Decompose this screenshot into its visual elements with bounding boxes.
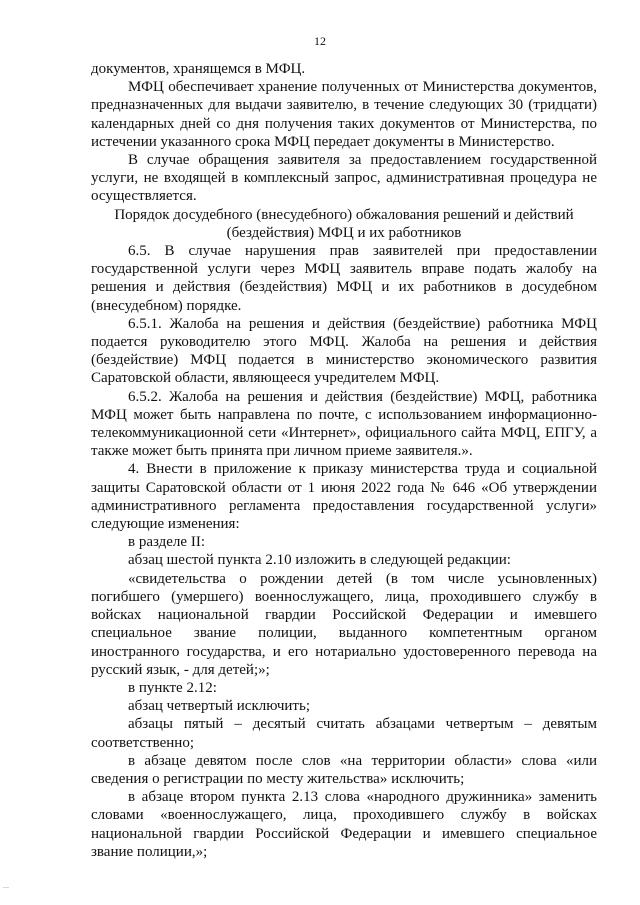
- paragraph-6-5: 6.5. В случае нарушения прав заявителей при предоставлении государственной услуги через МФЦ заявитель вправе подать жалобу на решения и действия (бездействия) МФЦ и их работников в досудебном (внесудебном) порядке.: [91, 243, 597, 314]
- paragraph-section-ii: в разделе II:: [128, 534, 205, 551]
- paragraph-2-10: абзац шестой пункта 2.10 изложить в следующей редакции:: [128, 552, 511, 569]
- paragraph-renumber: абзацы пятый – десятый считать абзацами четвертым – девятым соответственно;: [91, 716, 597, 751]
- scan-mark: [3, 887, 9, 888]
- paragraph-item-4: 4. Внести в приложение к приказу министерства труда и социальной защиты Саратовской области от 1 июня 2022 года № 646 «Об утверждении административного регламента предоставления государственной услуги» следующие изменения:: [91, 461, 597, 533]
- paragraph-2-12: в пункте 2.12:: [128, 679, 217, 696]
- paragraph-non-complex-request: В случае обращения заявителя за предоставлением государственной услуги, не входящей в комплексный запрос, административная процедура не осуществляется.: [91, 152, 597, 205]
- section-heading: Порядок досудебного (внесудебного) обжалования решений и действий (бездействия) МФЦ и их работников: [114, 206, 574, 241]
- paragraph-ninth-abzac: в абзаце девятом после слов «на территории области» слова «или сведения о регистрации по месту жительства» исключить;: [91, 752, 597, 787]
- paragraph-2-13: в абзаце втором пункта 2.13 слова «народного дружинника» заменить словами «военнослужащего, лица, проходившего службу в войсках национальной гвардии Российской Федерации и имевшего специальное звание полиции,»;: [91, 789, 597, 860]
- paragraph-6-5-2: 6.5.2. Жалоба на решения и действия (бездействие) МФЦ, работника МФЦ может быть направлена по почте, с использованием информационно-телекоммуникационной сети «Интернет», официального сайта МФЦ, ЕПГУ, а также может быть принята при личном приеме заявителя.».: [91, 388, 597, 460]
- paragraph-6-5-1: 6.5.1. Жалоба на решения и действия (бездействие) работника МФЦ подается руководителю этого МФЦ. Жалоба на решения и действия (бездействие) МФЦ подается в министерство экономического развития Саратовской области, являющееся учредителем МФЦ.: [91, 315, 597, 387]
- paragraph-mfc-storage: МФЦ обеспечивает хранение полученных от Министерства документов, предназначенных для выдачи заявителю, в течение следующих 30 (тридцати) календарных дней со дня получения таких документов от Министерства, по истечении указанного срока МФЦ передает документы в Министерство.: [91, 79, 597, 150]
- paragraph-continuation: документов, хранящемся в МФЦ.: [91, 61, 306, 77]
- page-number: 12: [314, 34, 326, 48]
- paragraph-quote-certificates: «свидетельства о рождении детей (в том числе усыновленных) погибшего (умершего) военнослужащего, лица, проходившего службу в войсках национальной гвардии Российской Федерации и имевшего специальное звание полиции, выданного компетентным органом иностранного государства, и его нотариально удостоверенного перевода на русский язык, - для детей;»;: [91, 570, 597, 678]
- document-body: [91, 60, 597, 861]
- paragraph-exclude-fourth: абзац четвертый исключить;: [128, 698, 310, 715]
